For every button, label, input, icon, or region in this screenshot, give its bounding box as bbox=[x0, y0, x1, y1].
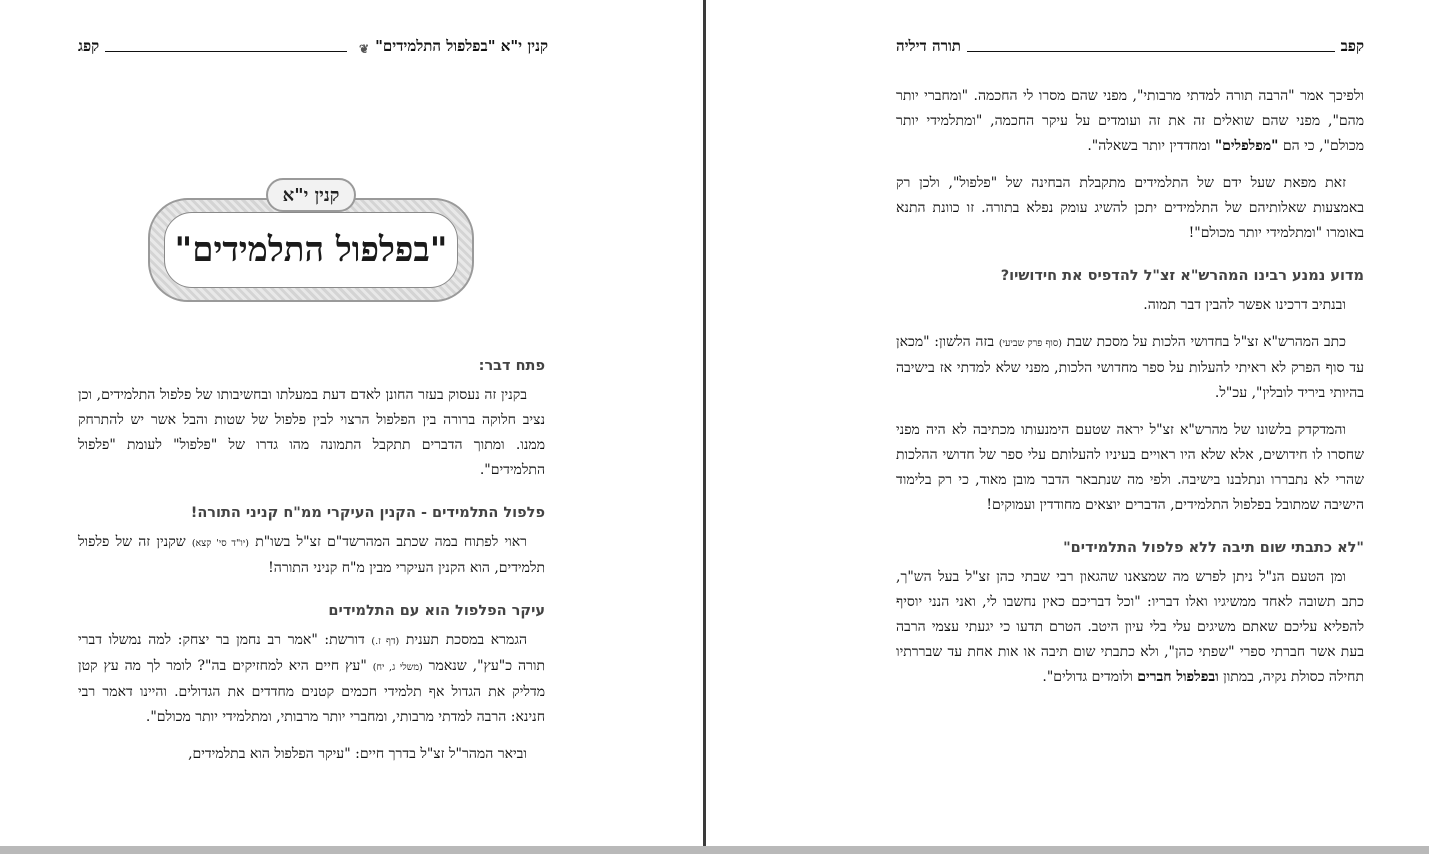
section-heading: פתח דבר: bbox=[478, 358, 545, 374]
chapter-label: קנין י"א bbox=[266, 178, 356, 212]
section-heading: "לא כתבתי שום תיבה ללא פלפול התלמידים" bbox=[1063, 540, 1364, 556]
chapter-title-banner bbox=[148, 178, 474, 308]
header-rule bbox=[967, 51, 1335, 52]
section-heading: עיקר הפלפול הוא עם התלמידים bbox=[328, 603, 545, 619]
right-header-title: תורה דיליה bbox=[896, 37, 961, 55]
paragraph: והמדקדק בלשונו של מהרש"א זצ"ל יראה שטעם הימנעותו מכתיבה לא היה מפני שחסרו לו חידושים, אלא שלא היו ראויים בעיניו להעלותם עלי ספר של חדושי ההלכות שהרי לא נתבררו ונתלבנו בישיבה. ולפי מה שנתבאר הדבר מובן מאוד, כי רק בלימוד הישיבה שמתובל בפלפול התלמידים, הדברים יוצאים מחודדין ועמוקים! bbox=[896, 422, 1364, 513]
left-page-number: קפג bbox=[78, 37, 100, 55]
left-page bbox=[0, 0, 703, 846]
right-running-header bbox=[896, 34, 1364, 56]
paragraph: הגמרא במסכת תענית (דף ז.) דורשת: "אמר רב נחמן בר יצחק: למה נמשלו דברי תורה כ"עץ", שנאמר (משלי ג, יח) "עץ חיים היא למחזיקים בה"? לומר לך מה עץ קטן מדליק את הגדול אף תלמידי חכמים קטנים מחדדים את הגדולים. והיינו דאמר רבי חנינא: הרבה למדתי מרבותי, ומחברי יותר מרבותי, ומתלמידי יותר מכולם". bbox=[78, 632, 546, 725]
bold-term: "מפלפלים" bbox=[1214, 138, 1279, 154]
section-heading: מדוע נמנע רבינו המהרש"א זצ"ל להדפיס את חידושיו? bbox=[1000, 268, 1364, 284]
source-reference: (דף ז.) bbox=[371, 636, 400, 647]
paragraph: ובנתיב דרכינו אפשר להבין דבר תמוה. bbox=[1143, 297, 1346, 313]
source-reference: (יו"ד סי' קצא) bbox=[191, 538, 249, 549]
right-text-column bbox=[896, 84, 1364, 702]
right-page-number: קפב bbox=[1340, 37, 1364, 55]
chapter-title: "בפלפול התלמידים" bbox=[164, 212, 458, 288]
left-header-title: קנין י"א "בפלפול התלמידים" bbox=[375, 37, 548, 55]
right-page bbox=[706, 0, 1429, 846]
paragraph: ומן הטעם הנ"ל ניתן לפרש מה שמצאנו שהגאון רבי שבתי כהן זצ"ל בעל הש"ך, כתב תשובה לאחד ממשיגיו ואלו דבריו: "וכל דבריכם כאין נחשבו לי, ואני הנני יוסיף להפליא עליכם שאתם משיגים עלי בלי עיון היטב. הטרם תדעו כי יגעתי עצמי הרבה בעת אשר חברתי ספרי "שפתי כהן", ולא כתבתי שום תיבה או אות אחת עד שבררתיו תחילה כסולת נקיה, במתון ובפלפול חברים ולומדים גדולים". bbox=[896, 569, 1364, 685]
paragraph: זאת מפאת שעל ידם של התלמידים מתקבלת הבחינה של "פלפול", ולכן רק באמצעות שאלותיהם של התלמידים יתכן להשיג עומק נפלא בתורה. זו כוונת התנא באומרו "ומתלמידי יותר מכולם"! bbox=[896, 175, 1364, 241]
paragraph: ראוי לפתוח במה שכתב המהרשד"ם זצ"ל בשו"ת (יו"ד סי' קצא) שקנין זה של פלפול תלמידים, הוא הקנין העיקרי מבין מ"ח קניני התורה! bbox=[78, 534, 545, 576]
banner-frame bbox=[148, 198, 474, 302]
left-running-header bbox=[78, 34, 548, 56]
paragraph: בקנין זה נעסוק בעזר החונן לאדם דעת במעלתו ובחשיבותו של פלפול התלמידים, וכן נציב חלוקה ברורה בין הפלפול הרצוי לבין פלפול של שטות והבל אשר יש להתרחק ממנו. ומתוך הדברים תתקבל התמונה מהו גדרו של "פלפול" לעומת "פלפול התלמידים". bbox=[78, 387, 545, 478]
flourish-ornament-icon: ❦ bbox=[359, 42, 370, 56]
section-heading: פלפול התלמידים - הקנין העיקרי ממ"ח קניני התורה! bbox=[190, 505, 545, 521]
source-reference: (משלי ג, יח) bbox=[372, 662, 423, 673]
paragraph: כתב המהרש"א זצ"ל בחדושי הלכות על מסכת שבת (סוף פרק שביעי) בזה הלשון: "מכאן עד סוף הפרק לא ראיתי להעלות על ספר מחדושי הלכות, מפני שלא למדתי אז בישיבה בהיותי ביריד לובלין", עכ"ל. bbox=[896, 334, 1364, 401]
window-bottom-bar bbox=[0, 846, 1429, 854]
paragraph: ולפיכך אמר "הרבה תורה למדתי מרבותי", מפני שהם מסרו לי החכמה. "ומחברי יותר מהם", מפני שהם שואלים זה את זה ועומדים על עיקר החכמה, "ומתלמידי יותר מכולם", כי הם "מפלפלים" ומחדדין יותר בשאלה". bbox=[896, 88, 1364, 154]
paragraph: וביאר המהר"ל זצ"ל בדרך חיים: "עיקר הפלפול הוא בתלמידים, bbox=[188, 746, 527, 762]
bold-term: ובפלפול חברים bbox=[1137, 669, 1219, 685]
header-rule bbox=[105, 51, 347, 52]
source-reference: (סוף פרק שביעי) bbox=[998, 338, 1062, 349]
left-text-column bbox=[78, 354, 545, 779]
